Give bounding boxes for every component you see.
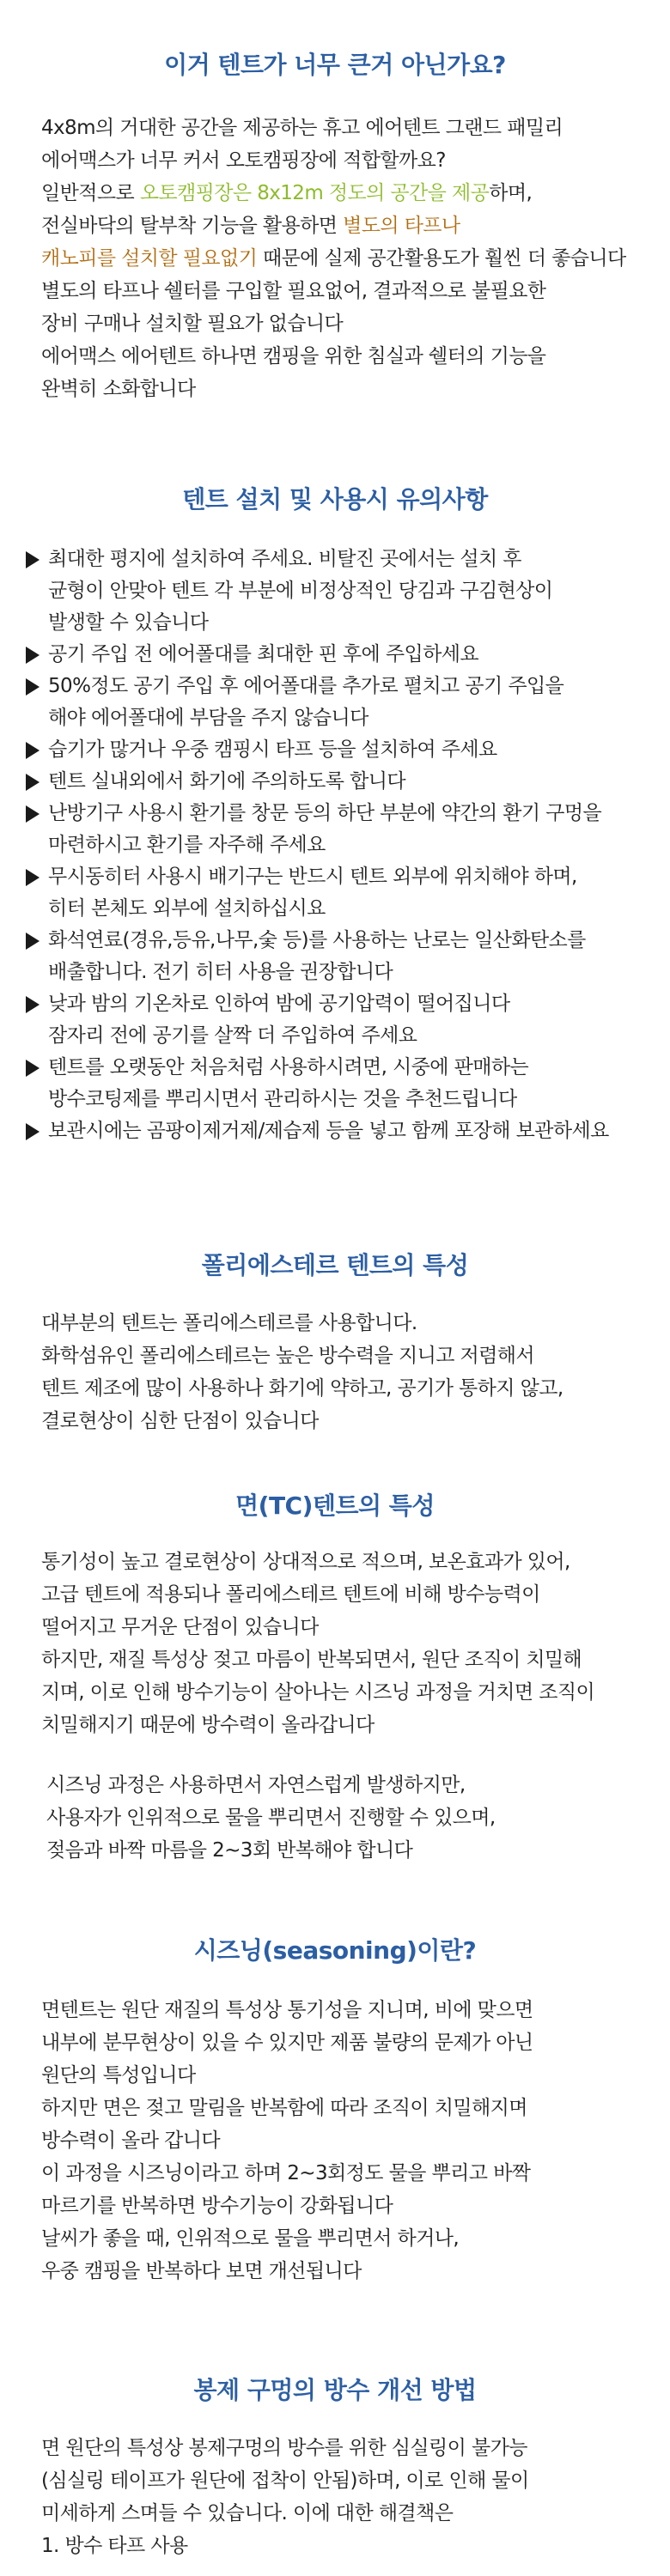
text-line: 에어맥스 에어텐트 하나면 캠핑을 위한 침실과 쉘터의 기능을 [41,345,546,368]
caution-text-line: 습기가 많거나 우중 캠핑시 타프 등을 설치하여 주세요 [48,738,497,761]
text-line: 원단의 특성입니다 [41,2064,196,2087]
triangle-bullet-icon [26,933,40,950]
text-line [41,210,626,242]
caution-item [22,544,609,639]
caution-item [22,766,609,798]
section-size-body [41,112,626,405]
caution-item [22,861,609,925]
text-line: 마르기를 반복하면 방수기능이 강화됩니다 [41,2195,393,2217]
section-seam-body [41,2432,529,2562]
text-line: 우중 캠핑을 반복하다 보면 개선됩니다 [41,2260,362,2282]
text-line: 별도의 타프나 쉘터를 구입할 필요없어, 결과적으로 불필요한 [41,280,546,302]
caution-text-line: 화석연료(경유,등유,나무,숯 등)를 사용하는 난로는 일산화탄소를 [48,929,586,951]
section-title-cotton: 면(TC)텐트의 특성 [235,1492,435,1520]
text-line: 에어맥스가 너무 커서 오토캠핑장에 적합할까요? [41,149,446,172]
section-polyester-body [41,1307,563,1437]
text-line: 결로현상이 심한 단점이 있습니다 [41,1410,319,1432]
text-line: 4x8m의 거대한 공간을 제공하는 휴고 에어텐트 그랜드 패밀리 [41,117,563,139]
text-line: 날씨가 좋을 때, 인위적으로 물을 뿌리면서 하거나, [41,2227,460,2250]
caution-text-line: 낮과 밤의 기온차로 인하여 밤에 공기압력이 떨어집니다 [48,993,510,1015]
caution-text-line: 무시동히터 사용시 배기구는 반드시 텐트 외부에 위치해야 하며, [48,866,577,888]
caution-text-line: 마련하시고 환기를 자주해 주세요 [48,834,326,856]
text-line [41,242,626,275]
caution-text-line: 최대한 평지에 설치하여 주세요. 비탈진 곳에서는 설치 후 [48,548,521,570]
section-title-seam: 봉제 구멍의 방수 개선 방법 [193,2376,477,2404]
triangle-bullet-icon [26,678,40,696]
text-line: 화학섬유인 폴리에스테르는 높은 방수력을 지니고 저렴해서 [41,1345,535,1367]
triangle-bullet-icon [26,805,40,823]
triangle-bullet-icon [26,647,40,664]
text-line: 치밀해지기 때문에 방수력이 올라갑니다 [41,1714,375,1736]
text-line: 방수력이 올라 갑니다 [41,2129,220,2152]
caution-text-line: 방수코팅제를 뿌리시면서 관리하시는 것을 추천드립니다 [48,1088,517,1110]
caution-item [22,798,609,861]
caution-text-line: 잠자리 전에 공기를 살짝 더 주입하여 주세요 [48,1024,417,1047]
text-line [41,177,626,210]
section-title-polyester: 폴리에스테르 텐트의 특성 [201,1251,469,1279]
caution-item [22,988,609,1052]
text-line: 하지만, 재질 특성상 젖고 마름이 반복되면서, 원단 조직이 치밀해 [41,1649,582,1671]
triangle-bullet-icon [26,996,40,1013]
text-line: 면텐트는 원단 재질의 특성상 통기성을 지니며, 비에 맞으면 [41,1999,533,2021]
triangle-bullet-icon [26,1060,40,1077]
section-seasoning-body [41,1994,533,2287]
triangle-bullet-icon [26,869,40,886]
caution-text-line: 텐트 실내외에서 화기에 주의하도록 합니다 [48,770,405,793]
text-line: 하지만 면은 젖고 말림을 반복함에 따라 조직이 치밀해지며 [41,2097,527,2119]
text-line: 대부분의 텐트는 폴리에스테르를 사용합니다. [41,1312,417,1334]
text-line: 고급 텐트에 적용되나 폴리에스테르 텐트에 비해 방수능력이 [41,1583,540,1606]
text-line: 텐트 제조에 많이 사용하나 화기에 약하고, 공기가 통하지 않고, [41,1377,563,1400]
caution-text-line: 균형이 안맞아 텐트 각 부분에 비정상적인 당김과 구김현상이 [48,580,553,602]
triangle-bullet-icon [26,742,40,759]
caution-text-line: 공기 주입 전 에어폴대를 최대한 핀 후에 주입하세요 [48,643,478,665]
text-line: 시즈닝 과정은 사용하면서 자연스럽게 발생하지만, [46,1774,466,1796]
caution-text-line: 50%정도 공기 주입 후 에어폴대를 추가로 펼치고 공기 주입을 [48,675,564,697]
caution-item [22,1115,609,1147]
text-line: 지며, 이로 인해 방수기능이 살아나는 시즈닝 과정을 거치면 조직이 [41,1681,595,1704]
text-line: 이 과정을 시즈닝이라고 하며 2~3회정도 물을 뿌리고 바짝 [41,2162,531,2184]
caution-item [22,925,609,988]
section-title-size: 이거 텐트가 너무 큰거 아닌가요? [164,51,506,79]
triangle-bullet-icon [26,551,40,568]
text-line: (심실링 테이프가 원단에 접착이 안됨)하며, 이로 인해 물이 [41,2470,529,2492]
text-line: 사용자가 인위적으로 물을 뿌리면서 진행할 수 있으며, [46,1807,496,1829]
section-title-seasoning: 시즈닝(seasoning)이란? [193,1936,477,1965]
text-line: 젖음과 바짝 마름을 2~3회 반복해야 합니다 [46,1839,413,1862]
caution-item [22,671,609,734]
text-line: 미세하게 스며들 수 있습니다. 이에 대한 해결책은 [41,2502,454,2524]
triangle-bullet-icon [26,774,40,791]
text-span: 일반적으로 [41,182,140,204]
section-cotton-note [46,1769,496,1867]
triangle-bullet-icon [26,1123,40,1140]
text-line: 떨어지고 무거운 단점이 있습니다 [41,1616,319,1638]
highlight-brown: 별도의 타프나 [343,215,460,237]
highlight-green: 오토캠핑장은 8x12m 정도의 공간을 제공 [139,182,490,204]
caution-text-line: 발생할 수 있습니다 [48,611,209,634]
section-cotton-body [41,1546,594,1741]
text-line: 내부에 분무현상이 있을 수 있지만 제품 불량의 문제가 아닌 [41,2032,533,2054]
caution-list [22,544,609,1147]
text-line: 통기성이 높고 결로현상이 상대적으로 적으며, 보온효과가 있어, [41,1551,570,1573]
text-line: 완벽히 소화합니다 [41,378,196,400]
text-span: 때문에 실제 공간활용도가 훨씬 더 좋습니다 [257,247,626,270]
caution-text-line: 보관시에는 곰팡이제거제/제습제 등을 넣고 함께 포장해 보관하세요 [48,1120,609,1142]
highlight-brown: 캐노피를 설치할 필요없기 [41,247,258,270]
caution-item [22,1052,609,1115]
caution-text-line: 텐트를 오랫동안 처음처럼 사용하시려면, 시중에 판매하는 [48,1056,529,1078]
text-line: 면 원단의 특성상 봉제구멍의 방수를 위한 심실링이 불가능 [41,2437,527,2459]
caution-text-line: 해야 에어폴대에 부담을 주지 않습니다 [48,707,368,729]
caution-item [22,734,609,766]
section-title-cautions: 텐트 설치 및 사용시 유의사항 [182,485,488,513]
caution-text-line: 배출합니다. 전기 히터 사용을 권장합니다 [48,961,393,983]
text-span: 전실바닥의 탈부착 기능을 활용하면 [41,215,344,237]
text-line: 1. 방수 타프 사용 [41,2535,188,2557]
text-line: 장비 구매나 설치할 필요가 없습니다 [41,313,344,335]
caution-text-line: 난방기구 사용시 환기를 창문 등의 하단 부분에 약간의 환기 구멍을 [48,802,602,824]
text-span: 하며, [489,182,533,204]
caution-text-line: 히터 본체도 외부에 설치하십시요 [48,897,326,920]
caution-item [22,639,609,671]
